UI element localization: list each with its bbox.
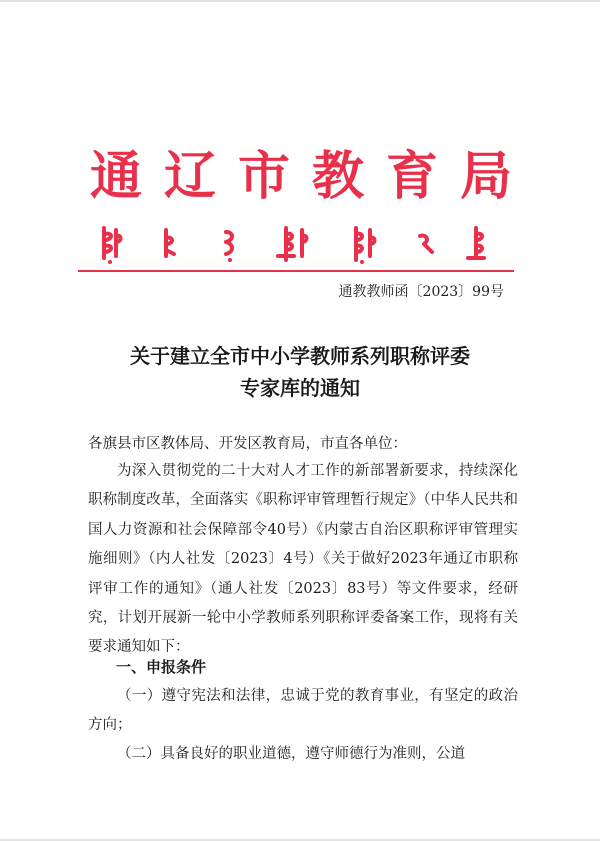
document-number: 通教教师函〔2023〕99号 [338,284,504,300]
org-name-char: 局 [459,146,512,207]
title-line-2: 专家库的通知 [240,376,360,400]
org-name-char: 市 [237,146,290,207]
salutation: 各旗县市区教体局、开发区教育局，市直各单位： [88,436,407,452]
page-top-edge [0,0,600,2]
document-title [60,340,540,404]
mongolian-script-drawing [96,222,500,266]
header-red-rule [78,270,514,272]
requirement-item-1: （一）遵守宪法和法律，忠诚于党的教育事业，有坚定的政治方向； [88,688,518,734]
mongolian-script-name [96,222,500,266]
org-name-char: 教 [311,146,364,207]
requirement-item-2: （二）具备良好的职业道德，遵守师德行为准则，公道 [117,746,465,762]
section-heading-1: 一、申报条件 [116,658,207,676]
org-name-char: 育 [385,146,438,207]
org-name-char: 通 [89,146,142,207]
intro-paragraph: 为深入贯彻党的二十大对人才工作的新部署新要求，持续深化职称制度改革，全面落实《职称评审管理暂行规定》（中华人民共和国人力资源和社会保障部令40号）《内蒙古自治区职称评审管理实施细则》（内人社发〔2023〕4号）《关于做好2023年通辽市职称评审工作的通知》（通人社发〔2023〕83号）等文件要求，经研究，计划开展新一轮中小学教师系列职称评委备案工作，现将有关要求通知如下： [88,463,518,656]
title-line-1: 关于建立全市中小学教师系列职称评委 [130,344,470,368]
org-name-char: 辽 [163,146,216,207]
organization-name [86,146,516,208]
